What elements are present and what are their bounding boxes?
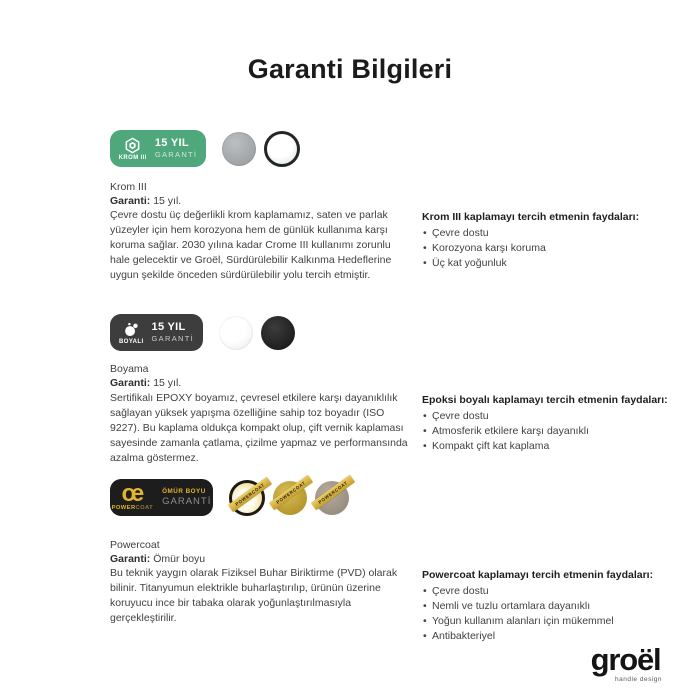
krom-badge-icon-col	[119, 137, 147, 161]
powercoat-ribbon: POWERCOAT	[311, 474, 355, 509]
paint-splash-icon	[123, 321, 140, 338]
krom-badge-label: KROM III	[118, 154, 147, 161]
powercoat-badge-garanti: GARANTİ	[162, 495, 212, 507]
powercoat-badge-row	[110, 479, 349, 516]
powercoat-warranty-label: Garanti:	[110, 553, 151, 565]
swatch-siyah	[261, 316, 295, 350]
swatch-saten-krom	[222, 132, 256, 166]
krom-benefits-list	[422, 226, 690, 271]
krom-benefits	[422, 210, 690, 271]
powercoat-ribbon: POWERCOAT	[269, 474, 313, 509]
powercoat-swatch-group	[229, 480, 349, 516]
boyali-warranty-line	[110, 376, 410, 390]
krom-description: Çevre dostu üç değerlikli krom kaplamamız, saten ve parlak yüzeyler için hem korozyona hem de günlük kullanıma karşı koruma sağlar. 2030 yılına kadar Crome III kullanımı zorunlu hale gelecektir ve Groël, Sürdürülebilir Kalkınma Hedeflerine uygun şekilde önceden sürdürülebilir yolu tercih etmiştir.	[110, 209, 392, 281]
benefit-item: • Kompakt çift kat kaplama	[422, 439, 690, 454]
powercoat-benefits	[422, 568, 690, 644]
powercoat-badge-lifetime: ÖMÜR BOYU	[162, 487, 206, 495]
boyali-benefits-list	[422, 409, 690, 454]
powercoat-warranty-badge	[110, 479, 213, 516]
benefit-item: • Çevre dostu	[422, 226, 690, 241]
boyali-badge-row	[110, 314, 295, 351]
boyali-swatch-group	[219, 316, 295, 350]
swatch-beyaz	[219, 316, 253, 350]
powercoat-warranty-value: Ömür boyu	[153, 553, 206, 565]
oe-glyph: œ	[121, 479, 144, 507]
benefit-item: • Antibakteriyel	[422, 629, 690, 644]
powercoat-ribbon: POWERCOAT	[228, 476, 272, 511]
krom-badge-garanti: GARANTİ	[154, 150, 198, 160]
powercoat-word-light: COAT	[135, 504, 154, 511]
boyali-warranty-badge	[110, 314, 203, 351]
boyali-warranty-label: Garanti:	[110, 377, 151, 389]
benefit-item: • Çevre dostu	[422, 584, 690, 599]
boyali-badge-icon-col	[119, 321, 144, 345]
groel-tagline: handle design	[615, 676, 662, 683]
krom-badge-row	[110, 130, 300, 167]
benefit-item: • Yoğun kullanım alanları için mükemmel	[422, 614, 690, 629]
krom-name-block	[110, 180, 410, 208]
swatch-parlak-altin	[229, 480, 265, 516]
powercoat-name-block	[110, 538, 410, 566]
krom-benefits-title: Krom III kaplamayı tercih etmenin faydaları:	[422, 211, 640, 223]
krom-warranty-label: Garanti:	[110, 195, 151, 207]
boyali-badge-years: 15 YIL	[151, 321, 186, 334]
groel-wordmark: groël	[590, 642, 661, 677]
benefit-item: • Üç kat yoğunluk	[422, 256, 690, 271]
benefit-item: • Çevre dostu	[422, 409, 690, 424]
swatch-mat-altin	[273, 481, 307, 515]
benefit-item: • Atmosferik etkilere karşı dayanıklı	[422, 424, 690, 439]
boyali-benefits-title: Epoksi boyalı kaplamayı tercih etmenin faydaları:	[422, 394, 668, 406]
krom-badge-years: 15 YIL	[154, 137, 189, 150]
infinity-oe-logo	[111, 479, 154, 511]
powercoat-wordmark	[112, 505, 154, 511]
swatch-parlak-krom	[264, 131, 300, 167]
boyali-badge-label: BOYALI	[119, 338, 144, 345]
krom-warranty-value: 15 yıl.	[153, 195, 182, 207]
powercoat-benefits-list	[422, 584, 690, 644]
page-title: Garanti Bilgileri	[247, 54, 453, 84]
boyali-badge-garanti: GARANTİ	[151, 334, 194, 344]
krom-warranty-badge	[110, 130, 206, 167]
boyali-benefits	[422, 393, 690, 454]
groel-logo	[589, 644, 662, 683]
benefit-item: • Nemli ve tuzlu ortamlara dayanıklı	[422, 599, 690, 614]
boyali-description: Sertifikalı EPOXY boyamız, çevresel etkilere karşı dayanıklılık sağlayan yüksek yapışma özelliğine sahip toz boyadır (ISO 9227). Bu kaplama oldukça kompakt olup, çift vernik kaplaması sayesinde zamanla çatlama, çizilme yapmaz ve performansında azalma göstermez.	[110, 392, 408, 464]
powercoat-word-bold: POWER	[111, 504, 136, 511]
swatch-titanyum	[315, 481, 349, 515]
benefit-item: • Korozyona karşı koruma	[422, 241, 690, 256]
powercoat-product-name: Powercoat	[110, 539, 160, 551]
krom-warranty-line	[110, 194, 410, 208]
boyali-product-name: Boyama	[110, 363, 149, 375]
powercoat-badge-text	[162, 489, 211, 507]
krom-product-name: Krom III	[110, 181, 147, 193]
krom-swatch-group	[222, 131, 300, 167]
hexagon-nut-icon	[124, 137, 141, 154]
boyali-badge-text	[152, 322, 194, 343]
boyali-name-block	[110, 362, 410, 390]
powercoat-warranty-line	[110, 552, 410, 566]
powercoat-description: Bu teknik yaygın olarak Fiziksel Buhar Biriktirme (PVD) olarak bilinir. Titanyumun elektrikle buharlaştırılıp, ürünün üzerine koruyucu ince bir tabaka olarak yoğunlaştırılmasıyla gerçekleştirilir.	[110, 567, 398, 624]
powercoat-benefits-title: Powercoat kaplamayı tercih etmenin faydaları:	[422, 569, 654, 581]
boyali-warranty-value: 15 yıl.	[153, 377, 182, 389]
krom-badge-text	[155, 138, 197, 159]
